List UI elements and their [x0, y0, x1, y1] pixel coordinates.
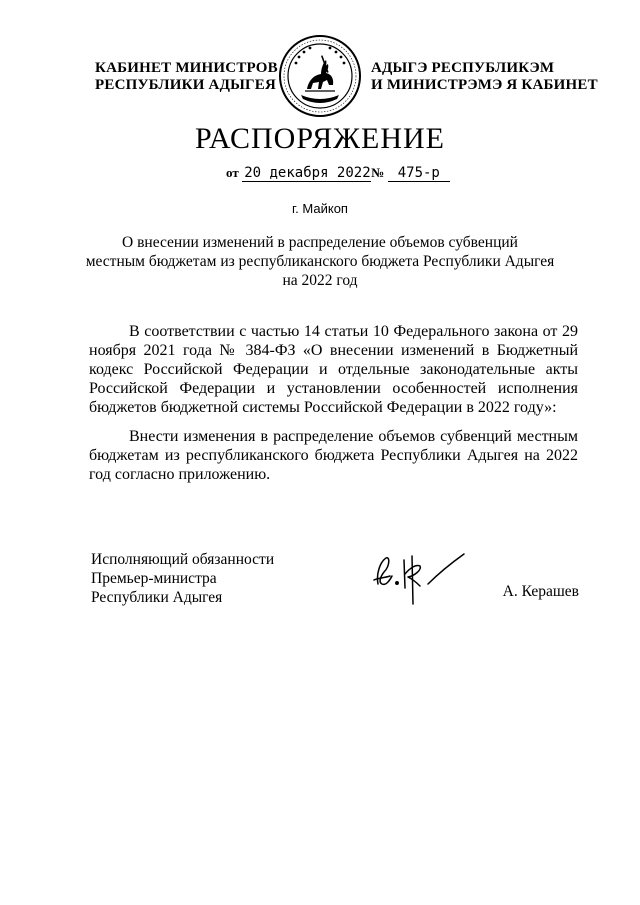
document-date: 20 декабря 2022: [244, 165, 371, 181]
city: г. Майкоп: [292, 201, 348, 216]
date-prefix: от: [226, 165, 239, 180]
position-line: Республики Адыгея: [91, 589, 223, 606]
subject-line: на 2022 год: [282, 272, 358, 289]
header-right: [371, 60, 598, 94]
header-left-line: РЕСПУБЛИКИ АДЫГЕЯ: [95, 77, 277, 93]
subject-line: О внесении изменений в распределение объемов субвенций: [122, 234, 518, 251]
header-left-line: КАБИНЕТ МИНИСТРОВ: [95, 60, 278, 76]
subject-line: местным бюджетам из республиканского бюджета Республики Адыгея: [85, 253, 555, 270]
paragraph-resolution: Внести изменения в распределение объемов субвенций местным бюджетам из республиканского бюджета Республики Адыгея на 2022 год согласно приложению.: [89, 428, 578, 483]
header-right-line: И МИНИСТРЭМЭ Я КАБИНЕТ: [371, 77, 598, 93]
signatory-position: [91, 550, 274, 607]
subject: [80, 233, 560, 290]
number-label: №: [371, 165, 385, 180]
paragraph-basis: В соответствии с частью 14 статьи 10 Федерального закона от 29 ноября 2021 года № 384-ФЗ «О внесении изменений в Бюджетный кодекс Российской Федерации и отдельные законодательные акты Российской Федерации и установлении особенностей исполнения бюджетов бюджетной системы Российской Федерации в 2022 году»:: [89, 323, 578, 416]
position-line: Исполняющий обязанности: [91, 551, 275, 568]
coat-of-arms-icon: [277, 33, 363, 119]
header-left: [95, 60, 278, 94]
date-number-line: [226, 165, 450, 182]
handwritten-signature: [368, 536, 478, 606]
position-line: Премьер-министра: [91, 570, 217, 587]
signatory-name: А. Керашев: [502, 583, 579, 600]
document-number: 475-р: [388, 165, 450, 182]
document-title: РАСПОРЯЖЕНИЕ: [194, 122, 446, 155]
header-right-line: АДЫГЭ РЕСПУБЛИКЭМ: [371, 60, 555, 76]
